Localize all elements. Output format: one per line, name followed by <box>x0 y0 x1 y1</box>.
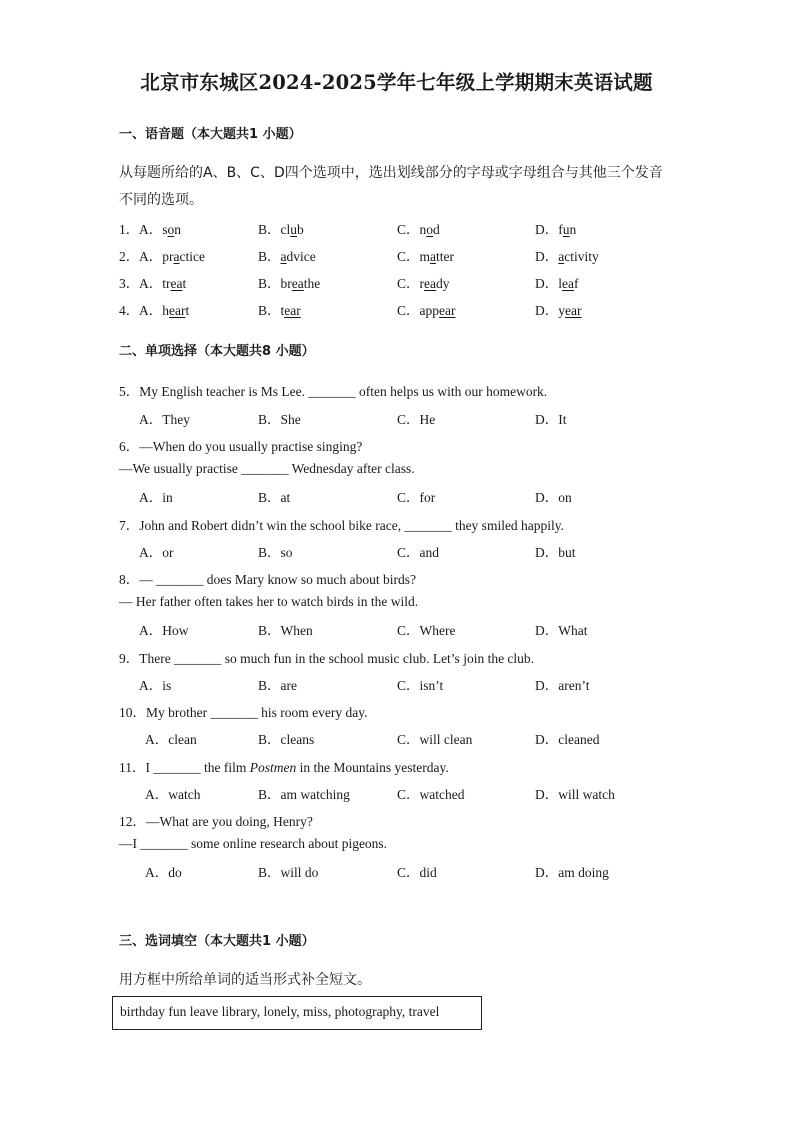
underlined-letters: a <box>173 249 180 264</box>
question-2-option-a <box>139 245 205 265</box>
word-part: t <box>185 303 190 318</box>
question-7-option-d: D．but <box>535 545 576 560</box>
underlined-letters: a <box>280 249 287 264</box>
word-part: pr <box>162 249 174 264</box>
question-2-number: 2． <box>119 249 140 264</box>
question-6-option-a: A．in <box>139 490 173 505</box>
question-9-option-b: B．are <box>258 678 297 693</box>
question-10-option-d: D．cleaned <box>535 732 600 747</box>
question-12-stem: 12．—What are you doing, Henry? <box>119 814 313 829</box>
question-2-option-c <box>397 245 454 265</box>
question-1-option-b <box>258 218 304 238</box>
word-part: h <box>162 303 169 318</box>
question-10-option-b: B．cleans <box>258 732 315 747</box>
question-5-stem: 5．My English teacher is Ms Lee. _______ often helps us with our homework. <box>119 384 548 399</box>
question-6-answer-line: —We usually practise _______ Wednesday after class. <box>119 461 415 476</box>
word-part: n <box>569 222 577 237</box>
question-11-option-d: D．will watch <box>535 787 615 802</box>
option-label: A． <box>139 303 163 318</box>
option-label: C． <box>397 276 420 291</box>
underlined-letters: o <box>167 222 175 237</box>
word-part: m <box>419 249 431 264</box>
word-part: app <box>419 303 440 318</box>
question-5-option-c: C．He <box>397 412 436 427</box>
question-10-option-c: C．will clean <box>397 732 473 747</box>
question-1-option-d <box>535 218 576 238</box>
word-part: t <box>182 276 187 291</box>
option-label: A． <box>139 276 163 291</box>
word-part: b <box>297 222 304 237</box>
underlined-letters: ear <box>439 303 456 318</box>
question-4-option-a <box>139 299 189 319</box>
option-label: B． <box>258 222 281 237</box>
question-8-option-a: A．How <box>139 623 189 638</box>
word-part: tter <box>436 249 455 264</box>
option-label: B． <box>258 249 281 264</box>
underlined-letters: ear <box>169 303 186 318</box>
question-8-answer-line: — Her father often takes her to watch birds in the wild. <box>119 594 419 609</box>
word-part: l <box>558 276 563 291</box>
question-9-stem: 9．There _______ so much fun in the school music club. Let’s join the club. <box>119 651 535 666</box>
option-label: B． <box>258 276 281 291</box>
question-11-option-c: C．watched <box>397 787 465 802</box>
question-1-number: 1． <box>119 222 140 237</box>
word-part: ctice <box>179 249 205 264</box>
question-3-option-a <box>139 272 186 292</box>
underlined-letters: ear <box>565 303 582 318</box>
word-part: y <box>558 303 565 318</box>
word-part: t <box>280 303 285 318</box>
underlined-letters: o <box>426 222 434 237</box>
question-6-option-d: D．on <box>535 490 572 505</box>
option-label: A． <box>139 222 163 237</box>
section-heading-phonetics: 一、语音题（本大题共1 小题） <box>119 127 302 142</box>
question-7-option-a: A．or <box>139 545 174 560</box>
question-6-stem: 6．—When do you usually practise singing? <box>119 439 363 454</box>
question-8-stem: 8．— _______ does Mary know so much about birds? <box>119 572 416 587</box>
question-1-option-c <box>397 218 440 238</box>
question-10-stem: 10．My brother _______ his room every day. <box>119 705 368 720</box>
question-7-stem: 7．John and Robert didn’t win the school bike race, _______ they smiled happily. <box>119 518 565 533</box>
section-heading-single-choice: 二、单项选择（本大题共8 小题） <box>119 344 315 359</box>
word-part: n <box>174 222 182 237</box>
question-3-option-d <box>535 272 579 292</box>
word-part: ctivity <box>564 249 599 264</box>
question-2-option-b <box>258 245 316 265</box>
option-label: C． <box>397 222 420 237</box>
word-part: br <box>280 276 292 291</box>
underlined-letters: a <box>430 249 437 264</box>
underlined-letters: ear <box>284 303 301 318</box>
option-label: D． <box>535 303 559 318</box>
question-8-option-b: B．When <box>258 623 313 638</box>
question-7-option-b: B．so <box>258 545 293 560</box>
option-label: C． <box>397 249 420 264</box>
option-label: A． <box>139 249 163 264</box>
question-6-option-c: C．for <box>397 490 436 505</box>
question-12-option-b: B．will do <box>258 865 319 880</box>
question-3-option-c <box>397 272 450 292</box>
question-12-option-a: A．do <box>145 865 182 880</box>
question-9-option-d: D．aren’t <box>535 678 590 693</box>
word-part: n <box>419 222 427 237</box>
question-8-option-d: D．What <box>535 623 588 638</box>
section-heading-word-fill: 三、选词填空（本大题共1 小题） <box>119 934 315 949</box>
question-3-number: 3． <box>119 276 140 291</box>
word-part: tr <box>162 276 171 291</box>
word-box <box>112 996 482 1030</box>
option-label: D． <box>535 222 559 237</box>
word-part: f <box>574 276 579 291</box>
underlined-letters: ea <box>170 276 183 291</box>
word-box-words: birthday fun leave library, lonely, miss, photography, travel <box>120 1004 440 1019</box>
question-11-option-b: B．am watching <box>258 787 350 802</box>
underlined-letters: u <box>562 222 570 237</box>
question-11-stem-post: in the Mountains yesterday. <box>296 760 449 775</box>
question-10-option-a: A．clean <box>145 732 197 747</box>
question-1-option-a <box>139 218 181 238</box>
question-9-option-a: A．is <box>139 678 172 693</box>
word-part: the <box>303 276 321 291</box>
question-11-option-a: A．watch <box>145 787 201 802</box>
question-11-stem-pre: 11．I _______ the film <box>119 760 250 775</box>
word-part: dvice <box>286 249 316 264</box>
word-part: r <box>419 276 425 291</box>
word-part: s <box>162 222 168 237</box>
underlined-letters: ea <box>562 276 574 291</box>
question-12-option-d: D．am doing <box>535 865 609 880</box>
underlined-letters: a <box>558 249 565 264</box>
question-4-number: 4． <box>119 303 140 318</box>
question-6-option-b: B．at <box>258 490 291 505</box>
question-2-option-d <box>535 245 599 265</box>
question-5-option-d: D．It <box>535 412 567 427</box>
option-label: C． <box>397 303 420 318</box>
question-11-film-title: Postmen <box>249 760 297 775</box>
question-5-option-a: A．They <box>139 412 190 427</box>
question-4-option-b <box>258 299 301 319</box>
word-part: dy <box>436 276 450 291</box>
page-title: 北京市东城区2024-2025学年七年级上学期期末英语试题 <box>140 71 653 94</box>
question-12-answer-line: —I _______ some online research about pigeons. <box>119 836 388 851</box>
option-label: D． <box>535 276 559 291</box>
question-9-option-c: C．isn’t <box>397 678 444 693</box>
question-4-option-c <box>397 299 456 319</box>
underlined-letters: u <box>290 222 298 237</box>
instruction-line-1: 从每题所给的A、B、C、D四个选项中，选出划线部分的字母或字母组合与其他三个发音 <box>119 165 663 181</box>
question-11-stem <box>119 756 449 776</box>
word-part: d <box>433 222 440 237</box>
instruction-line-2: 不同的选项。 <box>119 192 203 208</box>
question-3-option-b <box>258 272 320 292</box>
question-7-option-c: C．and <box>397 545 439 560</box>
underlined-letters: ea <box>424 276 436 291</box>
option-label: D． <box>535 249 559 264</box>
question-12-option-c: C．did <box>397 865 437 880</box>
question-5-option-b: B．She <box>258 412 301 427</box>
word-fill-instruction: 用方框中所给单词的适当形式补全短文。 <box>119 972 371 988</box>
option-label: B． <box>258 303 281 318</box>
question-4-option-d <box>535 299 581 319</box>
word-part: f <box>558 222 563 237</box>
underlined-letters: ea <box>291 276 304 291</box>
word-part: cl <box>280 222 291 237</box>
question-8-option-c: C．Where <box>397 623 456 638</box>
